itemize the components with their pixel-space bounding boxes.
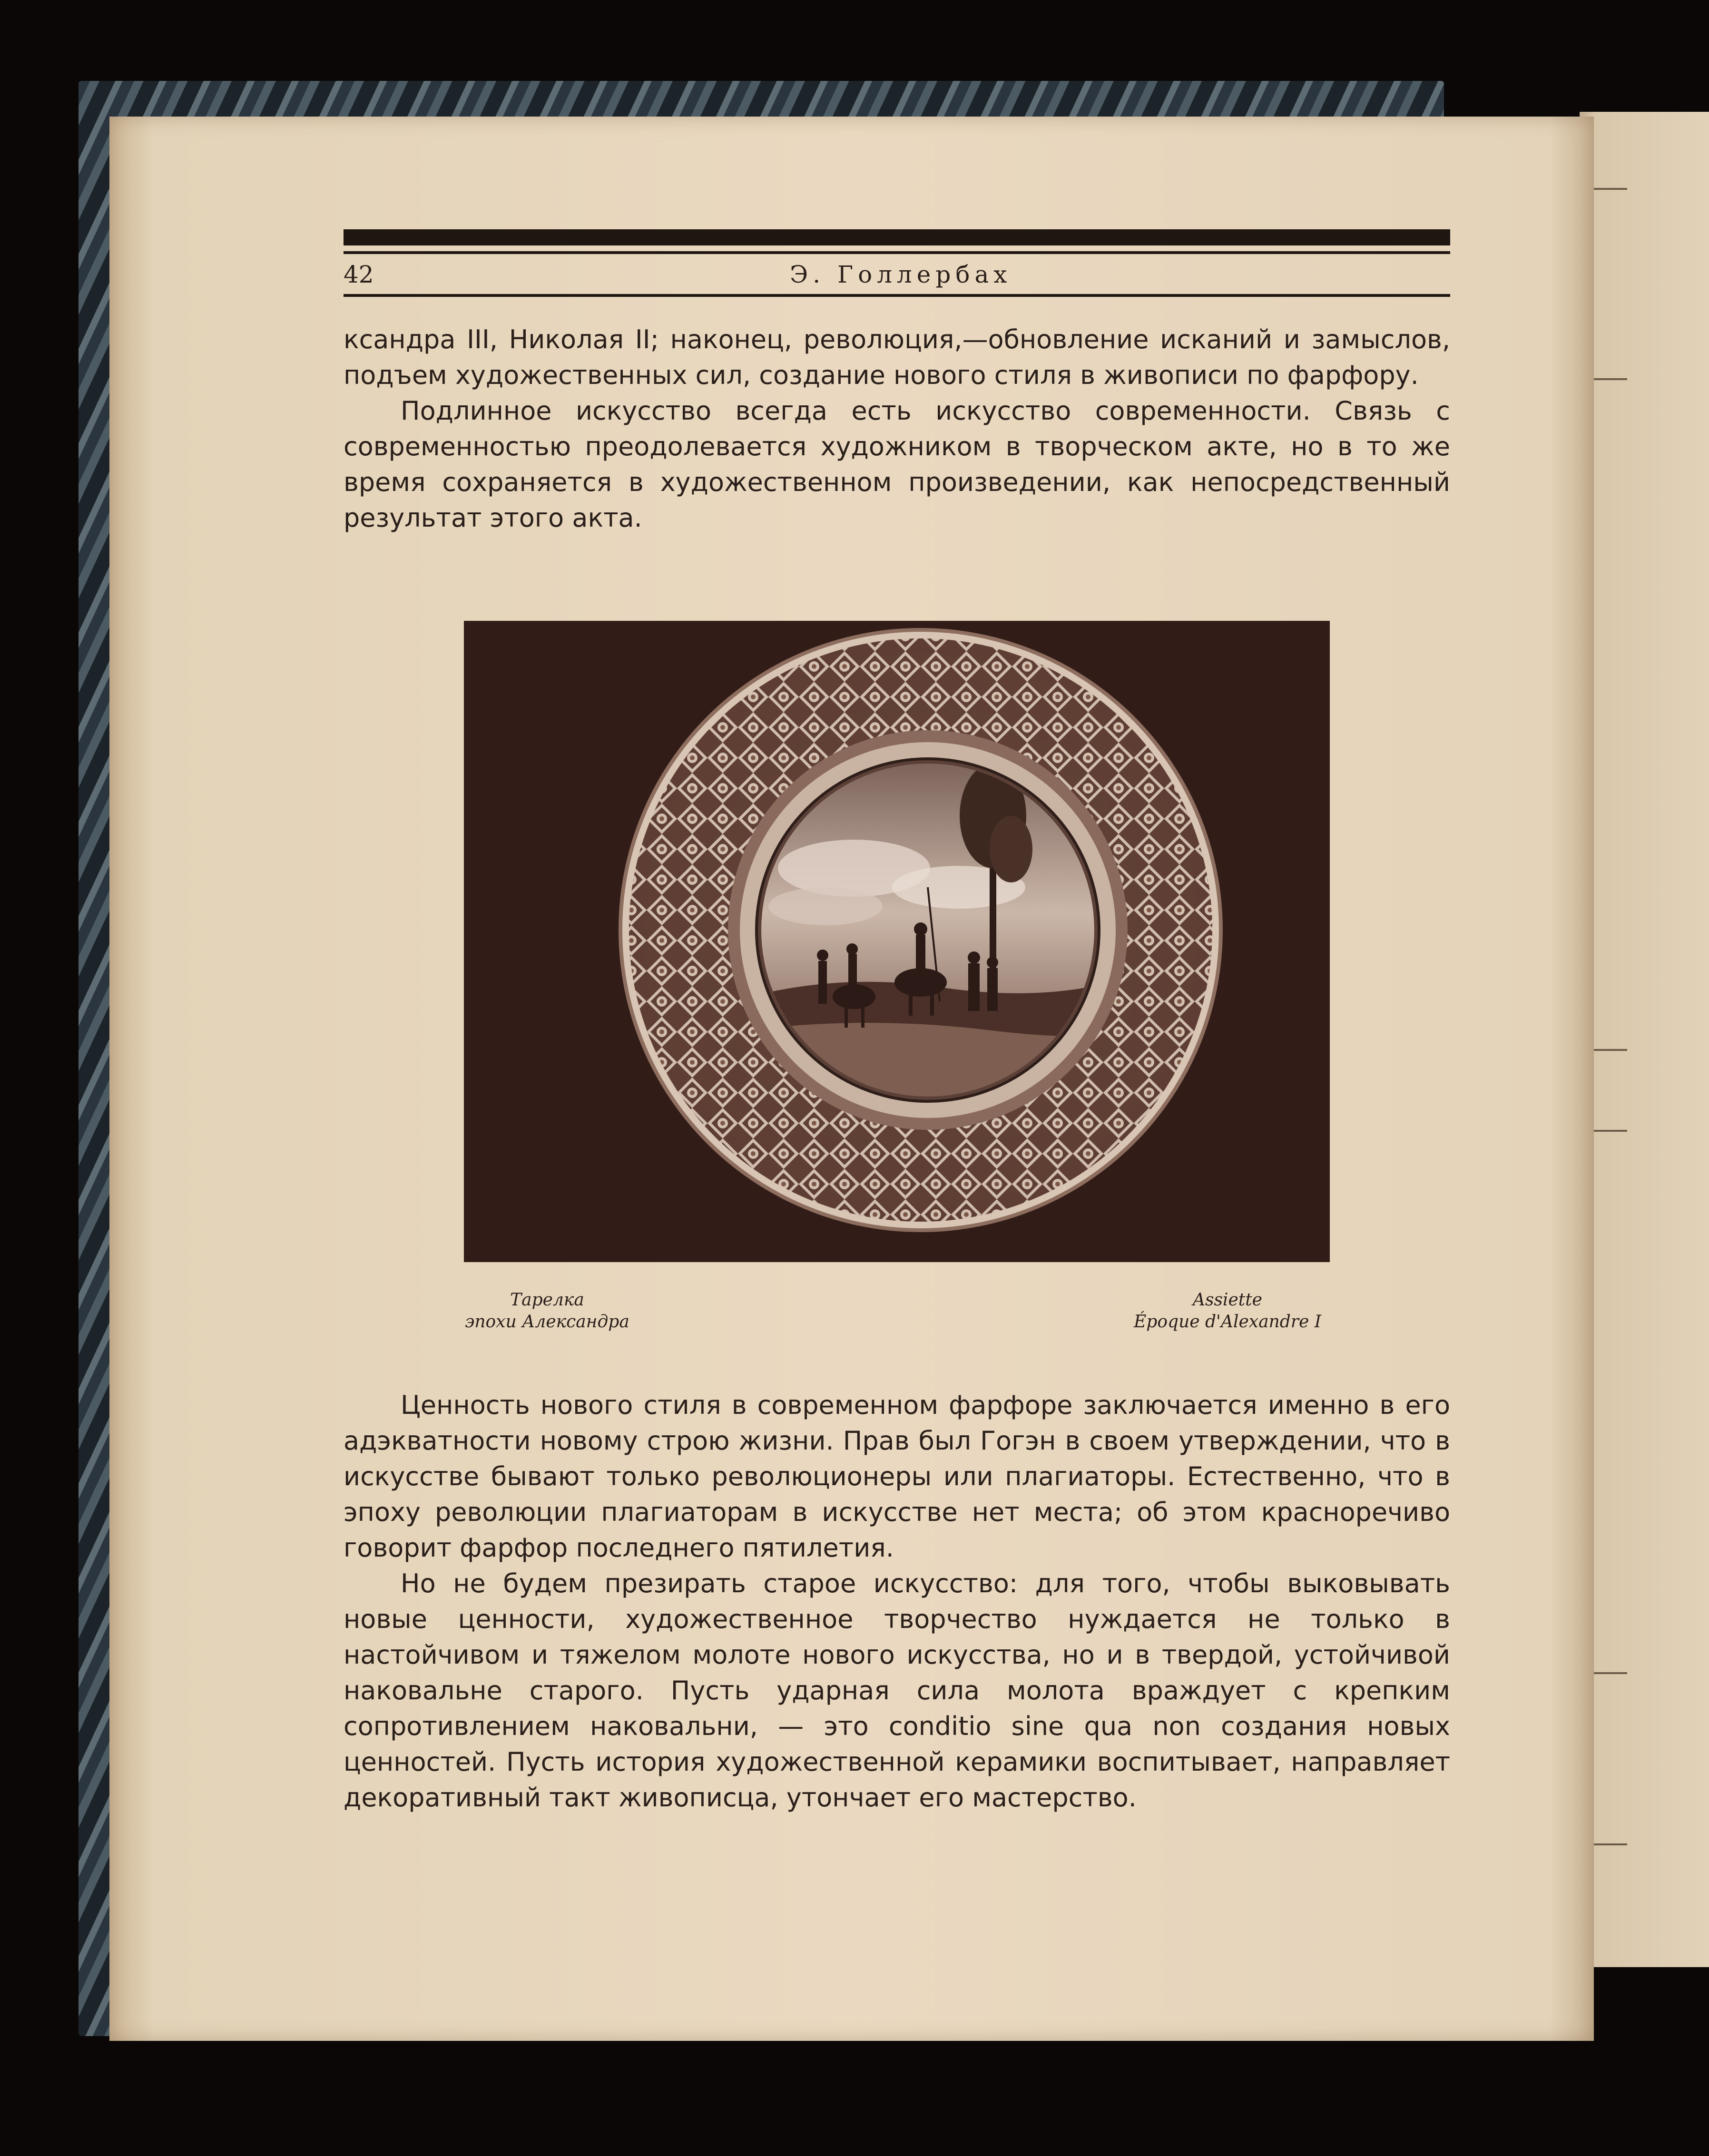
- page-notch: [1594, 1672, 1627, 1674]
- plate-photograph: [464, 621, 1330, 1262]
- paragraph: Ценность нового стиля в современном фарфоре заключается именно в его адэкватности новому строю жизни. Прав был Гогэн в своем утверждении, что в искусстве бывают только революционеры или плагиаторы. Естественно, что в эпоху революции плагиаторам в искусстве нет места; об этом красноречиво говорит фарфор последнего пятилетия.: [344, 1390, 1450, 1563]
- header-rule-thick: [344, 229, 1450, 245]
- caption-russian: [442, 1289, 652, 1333]
- page-notch: [1594, 1130, 1627, 1132]
- caption-french: [1094, 1289, 1361, 1333]
- running-head: Э. Голлербах: [790, 261, 1012, 288]
- text-block-top: [344, 322, 1450, 536]
- paragraph: Но не будем презирать старое искусство: для того, чтобы выковывать новые ценности, художественное творчество нуждается не только в настойчивом и тяжелом молоте нового искусства, но и в твердой, устойчивой наковальне старого. Пусть ударная сила молота враждует с крепким сопротивлением наковальни, — это conditio sine qua non создания новых ценностей. Пусть история художественной керамики воспитывает, направляет декоративный такт живописца, утончает его мастерство.: [344, 1568, 1450, 1813]
- paragraph: ксандра III, Николая II; наконец, революция,—обновление исканий и замыслов, подъем художественных сил, создание нового стиля в живописи по фарфору.: [344, 324, 1450, 390]
- page-notch: [1594, 1843, 1627, 1845]
- plate-illustration: [464, 621, 1330, 1262]
- header-rule-thin: [344, 251, 1450, 254]
- header-rule-bottom: [344, 294, 1450, 297]
- caption-ru-line2: эпохи Александра: [465, 1312, 629, 1332]
- page-number: 42: [344, 261, 374, 288]
- text-block-bottom: [344, 1387, 1450, 1815]
- paragraph: Подлинное искусство всегда есть искусство современности. Связь с современностью преодолевается художником в творческом акте, но в то же время сохраняется в художественном произведении, как непосредственный результат этого акта.: [344, 396, 1450, 533]
- caption-ru-line1: Тарелка: [510, 1290, 584, 1310]
- caption-fr-line2: Époque d'Alexandre I: [1134, 1312, 1321, 1332]
- page-notch: [1594, 378, 1627, 380]
- caption-fr-line1: Assiette: [1192, 1290, 1262, 1310]
- page-notch: [1594, 188, 1627, 190]
- facing-page-edge: [1580, 112, 1709, 1967]
- page-notch: [1594, 1049, 1627, 1051]
